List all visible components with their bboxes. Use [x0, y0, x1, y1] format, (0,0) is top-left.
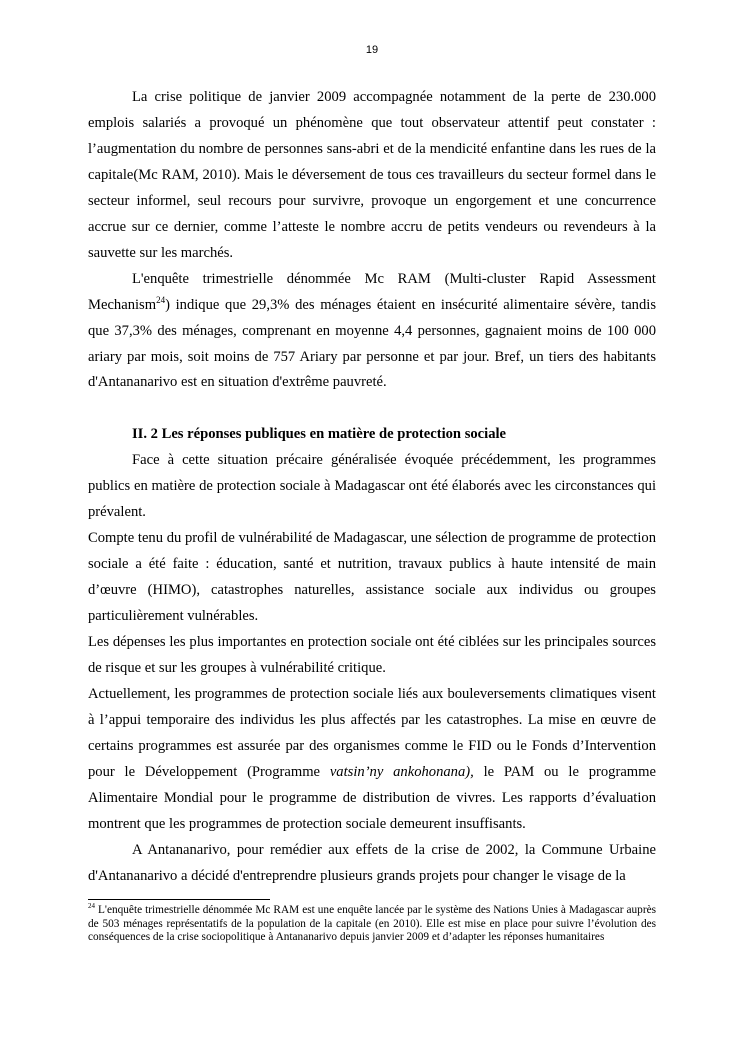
paragraph-spending: Les dépenses les plus importantes en protection sociale ont été ciblées sur les principales sources de risque et sur les groupes à vulnérabilité critique.	[88, 634, 656, 677]
paragraph-text: L'enquête trimestrielle dénommée Mc RAM (Multi-cluster Rapid Assessment Mechanism	[88, 270, 656, 313]
footnote	[88, 904, 656, 945]
footnote-reference[interactable]: 24	[156, 294, 166, 305]
footnote-marker: 24	[88, 902, 95, 911]
program-name-italic: vatsin’ny ankohonana),	[329, 763, 474, 780]
body-text	[88, 85, 656, 890]
paragraph-public-programs: Face à cette situation précaire généralisée évoquée précédemment, les programmes publics en matière de protection sociale à Madagascar ont été élaborés avec les circonstances qui prévalent.	[88, 452, 656, 521]
paragraph-vulnerability-profile: Compte tenu du profil de vulnérabilité de Madagascar, une sélection de programme de protection sociale a été faite : éducation, santé et nutrition, travaux publics à haute intensité de main d’œuvre (HIMO), catastrophes naturelles, assistance sociale aux individus ou groupes particulièrement vulnérables.	[88, 530, 656, 625]
paragraph-text: le PAM ou le programme Alimentaire Mondial pour le programme de distribution de vivres. Les rapports d’évaluation montrent que les programmes de protection sociale demeurent insuffisants.	[88, 763, 656, 832]
paragraph-mc-ram-survey	[88, 267, 656, 397]
footnote-text: L'enquête trimestrielle dénommée Mc RAM est une enquête lancée par le système des Nations Unies à Madagascar auprès de 503 ménages représentatifs de la population de la capitale (en 2010). Elle est mise en place pour suivre l’évolution des conséquences de la crise sociopolitique à Antananarivo depuis janvier 2009 et d’adapter les réponses humanitaires	[88, 904, 656, 944]
section-heading: II. 2 Les réponses publiques en matière de protection sociale	[132, 426, 507, 443]
paragraph-climate-programs	[88, 682, 656, 838]
paragraph-antananarivo-projects: A Antananarivo, pour remédier aux effets de la crise de 2002, la Commune Urbaine d'Antananarivo a décidé d'entreprendre plusieurs grands projets pour changer le visage de la	[88, 841, 656, 884]
paragraph-crisis-2009: La crise politique de janvier 2009 accompagnée notamment de la perte de 230.000 emplois salariés a provoqué un phénomène que tout observateur attentif peut constater : l’augmentation du nombre de personnes sans-abri et de la mendicité enfantine dans les rues de la capitale(Mc RAM, 2010). Mais le déversement de tous ces travailleurs du secteur formel dans le secteur informel, seul recours pour survivre, provoque un engorgement et une concurrence accrue sur ce dernier, comme l’atteste le nombre accru de petits vendeurs ou revendeurs à la sauvette sur les marchés.	[88, 89, 656, 261]
page-number: 19	[365, 44, 379, 56]
paragraph-text: ) indique que 29,3% des ménages étaient en insécurité alimentaire sévère, tandis que 37,3% des ménages, comprenant en moyenne 4,4 personnes, gagnaient moins de 100 000 ariary par mois, soit moins de 757 Ariary par personne et par jour. Bref, un tiers des habitants d'Antananarivo est en situation d'extrême pauvreté.	[88, 296, 656, 391]
footnote-separator	[88, 899, 270, 900]
paragraph-text: Actuellement, les programmes de protection sociale liés aux bouleversements climatiques visent à l’appui temporaire des individus les plus affectés par les catastrophes. La mise en œuvre de certains programmes est assurée par des organismes comme le FID ou le Fonds d’Intervention pour le Développement (Programme	[88, 685, 656, 780]
